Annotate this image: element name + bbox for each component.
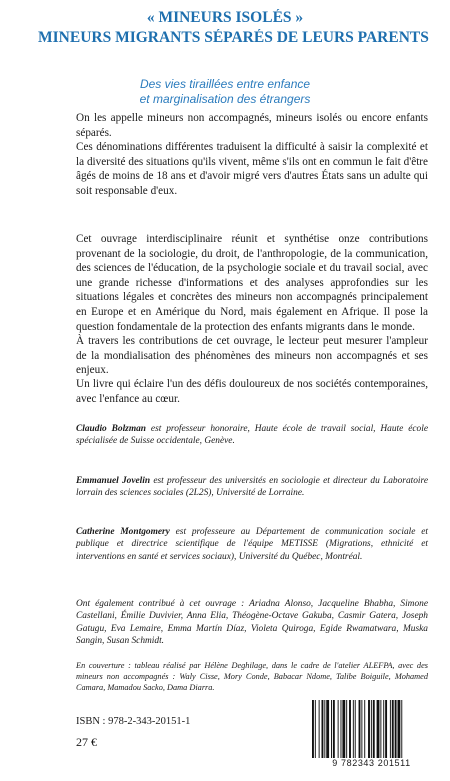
body-paragraph: À travers les contributions de cet ouvrage, le lecteur peut mesurer l'ampleur de la mondialisation des phénomènes des mineurs non accompagnés et ses enjeux. (76, 335, 428, 377)
barcode-icon (309, 700, 434, 766)
body-section-2 (76, 232, 428, 378)
title-line-2: MINEURS MIGRANTS SÉPARÉS DE LEURS PARENTS (38, 29, 429, 46)
body-section-1 (76, 111, 428, 199)
subtitle-line-2: et marginalisation des étrangers (139, 92, 311, 106)
author-description: est professeur des universités en sociologie et directeur du Laboratoire lorrain des sciences sociales (2L2S), Université de Lorraine. (76, 476, 428, 499)
isbn: ISBN : 978-2-343-20151-1 (76, 716, 191, 727)
author-name: Emmanuel Jovelin (76, 476, 151, 486)
cover-credit: En couverture : tableau réalisé par Hélène Deghilage, dans le cadre de l'atelier ALEFPA, avec des mineurs non accompagnés : Waly Cisse, Mory Conde, Babacar Ndome, Talibe Boiguile, Mohamed Camara, Mamadou Sacko, Dama Diarra. (76, 661, 428, 692)
body-paragraph: On les appelle mineurs non accompagnés, mineurs isolés ou encore enfants séparés. (76, 112, 428, 139)
body-paragraph: Ces dénominations différentes traduisent la difficulté à saisir la complexité et la diversité des situations qu'ils vivent, même s'ils ont en commun le fait d'être âgés de moins de 18 ans et d'avoir migré vers d'autres États sans un adulte qui soit responsable d'eux. (76, 141, 428, 197)
price: 27 € (76, 735, 97, 749)
author-bio (76, 423, 428, 448)
author-description: est professeur honoraire, Haute école de travail social, Haute école spécialisée de Suisse occidentale, Genève. (76, 424, 428, 447)
body-paragraph: Un livre qui éclaire l'un des défis douloureux de nos sociétés contemporaines, avec l'enfance au cœur. (76, 378, 428, 405)
title-line-1: « MINEURS ISOLÉS » (146, 9, 304, 26)
contributors-list: Ont également contribué à cet ouvrage : Ariadna Alonso, Jacqueline Bhabha, Simone Castellani, Émilie Duvivier, Anna Elia, Théogène-Octave Gakuba, Casmir Gatera, Joseph Gatugu, Eva Lemaire, Emma Martín Díaz, Violeta Quiroga, Egide Rwamatwara, Muska Sangin, Susan Schmidt. (76, 599, 428, 647)
author-name: Claudio Bolzman (76, 424, 147, 434)
body-section-3 (76, 377, 428, 406)
barcode-number: 9 782343 201511 (332, 758, 411, 768)
author-name: Catherine Montgomery (76, 527, 170, 537)
author-bio (76, 526, 428, 563)
subtitle-line-1: Des vies tiraillées entre enfance (139, 77, 311, 91)
body-paragraph: Cet ouvrage interdisciplinaire réunit et synthétise onze contributions provenant de la sociologie, du droit, de l'anthropologie, de la communication, des sciences de l'éducation, de la psychologie sociale et du travail social, avec une grande richesse d'informations et des analyses approfondies sur les situations légales et concrètes des mineurs non accompagnés principalement en Europe et en Amérique du Nord, mais également en Afrique. Il pose la question fondamentale de la protection des enfants migrants dans le monde. (76, 233, 428, 333)
author-bio (76, 475, 428, 500)
author-description: est professeure au Département de communication sociale et publique et directrice scientifique de l'équipe METISSE (Migrations, ethnicité et interventions en santé et services sociaux), Université du Québec, Montréal. (76, 527, 428, 562)
